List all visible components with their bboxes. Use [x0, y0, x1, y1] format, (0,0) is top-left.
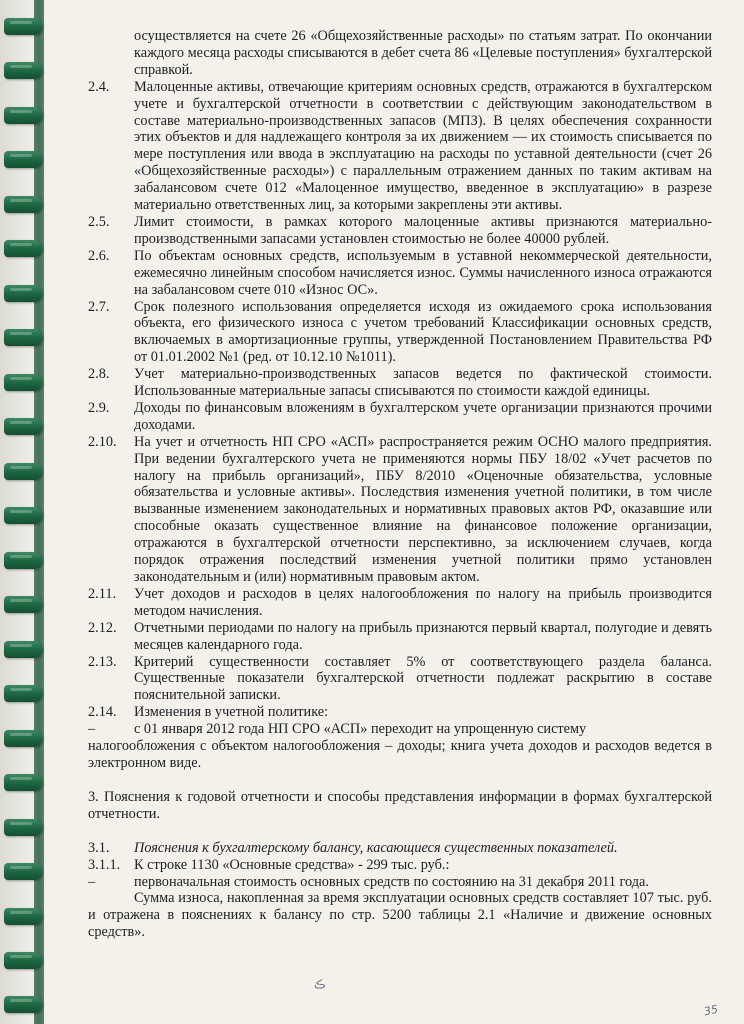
- item-text: Учет материально-производственных запасов ведется по фактической стоимости. Использованные материальные запасы списываются по стоимости каждой единицы.: [134, 366, 712, 400]
- list-item-2-9: [88, 400, 712, 434]
- binding-ring: [4, 151, 42, 168]
- binding-ring: [4, 329, 42, 346]
- dash-item-text: с 01 января 2012 года НП СРО «АСП» переходит на упрощенную систему: [134, 721, 587, 738]
- list-item-2-7: [88, 299, 712, 367]
- binding-ring: [4, 730, 42, 747]
- ink-mark: ڪ: [314, 978, 326, 991]
- binding-ring: [4, 774, 42, 791]
- binding-ring: [4, 507, 42, 524]
- item-number: 3.1.: [88, 839, 110, 856]
- binding-ring: [4, 62, 42, 79]
- binding-ring: [4, 374, 42, 391]
- item-number: 2.7.: [88, 298, 110, 315]
- item-text: Учет доходов и расходов в целях налогообложения по налогу на прибыль производится методом начисления.: [134, 585, 712, 619]
- section-3-heading: 3. Пояснения к годовой отчетности и способы представления информации в формах бухгалтерской отчетности.: [88, 788, 712, 822]
- spiral-binding: [0, 0, 46, 1024]
- item-number: 3.1.1.: [88, 856, 121, 873]
- paragraph: Сумма износа, накопленная за время эксплуатации основных средств составляет 107 тыс. руб. и отражена в пояснениях к балансу по стр. 5200 таблицы 2.1 «Наличие и движение основных средств».: [88, 890, 712, 941]
- binding-ring: [4, 863, 42, 880]
- item-number: 2.14.: [88, 704, 117, 721]
- binding-ring: [4, 996, 42, 1013]
- item-number: 2.6.: [88, 247, 110, 264]
- dash-item-text: первоначальная стоимость основных средств по состоянию на 31 декабря 2011 года.: [134, 873, 649, 890]
- item-number: 2.10.: [88, 433, 117, 450]
- item-text: К строке 1130 «Основные средства» - 299 тыс. руб.:: [134, 856, 450, 873]
- item-number: 2.9.: [88, 399, 110, 416]
- item-number: 2.4.: [88, 78, 110, 95]
- list-item-3-1-1: [88, 857, 712, 874]
- binding-ring: [4, 952, 42, 969]
- dash-item: [88, 721, 712, 738]
- list-item-2-8: [88, 366, 712, 400]
- binding-ring: [4, 685, 42, 702]
- item-number: 2.13.: [88, 653, 117, 670]
- dash-marker: –: [88, 721, 96, 738]
- item-text: Пояснения к бухгалтерскому балансу, касающиеся существенных показателей.: [134, 839, 618, 856]
- item-text: Лимит стоимости, в рамках которого малоценные активы признаются материально-производственными запасами установлен стоимостью не более 40000 рублей.: [134, 213, 712, 247]
- list-item-2-4: [88, 79, 712, 214]
- binding-ring: [4, 418, 42, 435]
- item-text: Малоценные активы, отвечающие критериям основных средств, отражаются в бухгалтерском учете и бухгалтерской отчетности в соответствии с действующим законодательством в составе материально-производственных запасов (МПЗ). В целях обеспечения сохранности этих объектов и для надлежащего контроля за их движением — их стоимость списывается по мере поступления или ввода в эксплуатацию на расходы по уставной деятельности (счет 26 «Общехозяйственные расходы») с параллельным отражением данных по таким активам на забалансовом счете 012 «Малоценное имущество, введенное в эксплуатацию» в разрезе материально ответственных лиц, за которыми закреплены эти активы.: [134, 78, 712, 214]
- binding-ring: [4, 908, 42, 925]
- list-item-2-6: [88, 248, 712, 299]
- item-text: Критерий существенности составляет 5% от соответствующего раздела баланса. Существенные показатели бухгалтерской отчетности подлежат раскрытию в составе пояснительной записки.: [134, 653, 712, 704]
- item-number: 2.11.: [88, 585, 117, 602]
- item-text: Срок полезного использования определяется исходя из ожидаемого срока использования объекта, его физического износа с учетом требований Классификации основных средств, включаемых в амортизационные группы, утвержденной Постановлением Правительства РФ от 01.01.2002 №1 (ред. от 10.12.10 №1011).: [134, 298, 712, 366]
- binding-ring: [4, 819, 42, 836]
- binding-ring: [4, 596, 42, 613]
- list-item-2-5: [88, 214, 712, 248]
- binding-ring: [4, 18, 42, 35]
- binding-ring: [4, 107, 42, 124]
- paragraph-continuation: осуществляется на счете 26 «Общехозяйственные расходы» по статьям затрат. По окончании каждого месяца расходы списываются в дебет счета 86 «Целевые поступления» бухгалтерской справкой.: [134, 28, 712, 78]
- item-number: 2.8.: [88, 366, 110, 383]
- binding-ring: [4, 196, 42, 213]
- item-text: По объектам основных средств, используемым в уставной некоммерческой деятельности, ежемесячно линейным способом начисляется износ. Суммы начисленного износа отражаются на забалансовом счете 010 «Износ ОС».: [134, 247, 712, 298]
- binding-ring: [4, 463, 42, 480]
- list-item-2-10: [88, 434, 712, 586]
- item-number: 2.5.: [88, 213, 110, 230]
- dash-item-continuation: налогообложения с объектом налогообложения – доходы; книга учета доходов и расходов ведется в электронном виде.: [88, 738, 712, 771]
- binding-ring: [4, 285, 42, 302]
- dash-item: [88, 874, 712, 891]
- item-number: 2.12.: [88, 619, 117, 636]
- list-item-2-14: [88, 704, 712, 721]
- item-text: Отчетными периодами по налогу на прибыль признаются первый квартал, полугодие и девять месяцев календарного года.: [134, 619, 712, 653]
- item-text: На учет и отчетность НП СРО «АСП» распространяется режим ОСНО малого предприятия. При ведении бухгалтерского учета не применяются нормы ПБУ 18/02 «Учет расчетов по налогу на прибыль организаций», ПБУ 8/2010 «Оценочные обязательства, условные обязательства и условные активы». Последствия изменения учетной политики, в том числе вызванные изменением законодательных и нормативных правовых актов РФ, оказавшие или способные оказать существенное влияние на финансовое положение организации, отражаются в бухгалтерской отчетности перспективно, за исключением случаев, когда порядок отражения последствий изменения учетной политики прямо установлен законодательным и (или) нормативным правовым актом.: [134, 433, 712, 585]
- document-page: [88, 28, 712, 941]
- list-item-3-1: [88, 840, 712, 857]
- page-number-handwritten: 35: [702, 1002, 720, 1019]
- list-item-2-12: [88, 620, 712, 654]
- item-text: Доходы по финансовым вложениям в бухгалтерском учете организации признаются прочими доходами.: [134, 399, 712, 433]
- binding-ring: [4, 641, 42, 658]
- list-item-2-13: [88, 654, 712, 705]
- binding-ring: [4, 240, 42, 257]
- binding-ring: [4, 552, 42, 569]
- dash-marker: –: [88, 873, 96, 890]
- list-item-2-11: [88, 586, 712, 620]
- item-text: Изменения в учетной политике:: [134, 704, 329, 721]
